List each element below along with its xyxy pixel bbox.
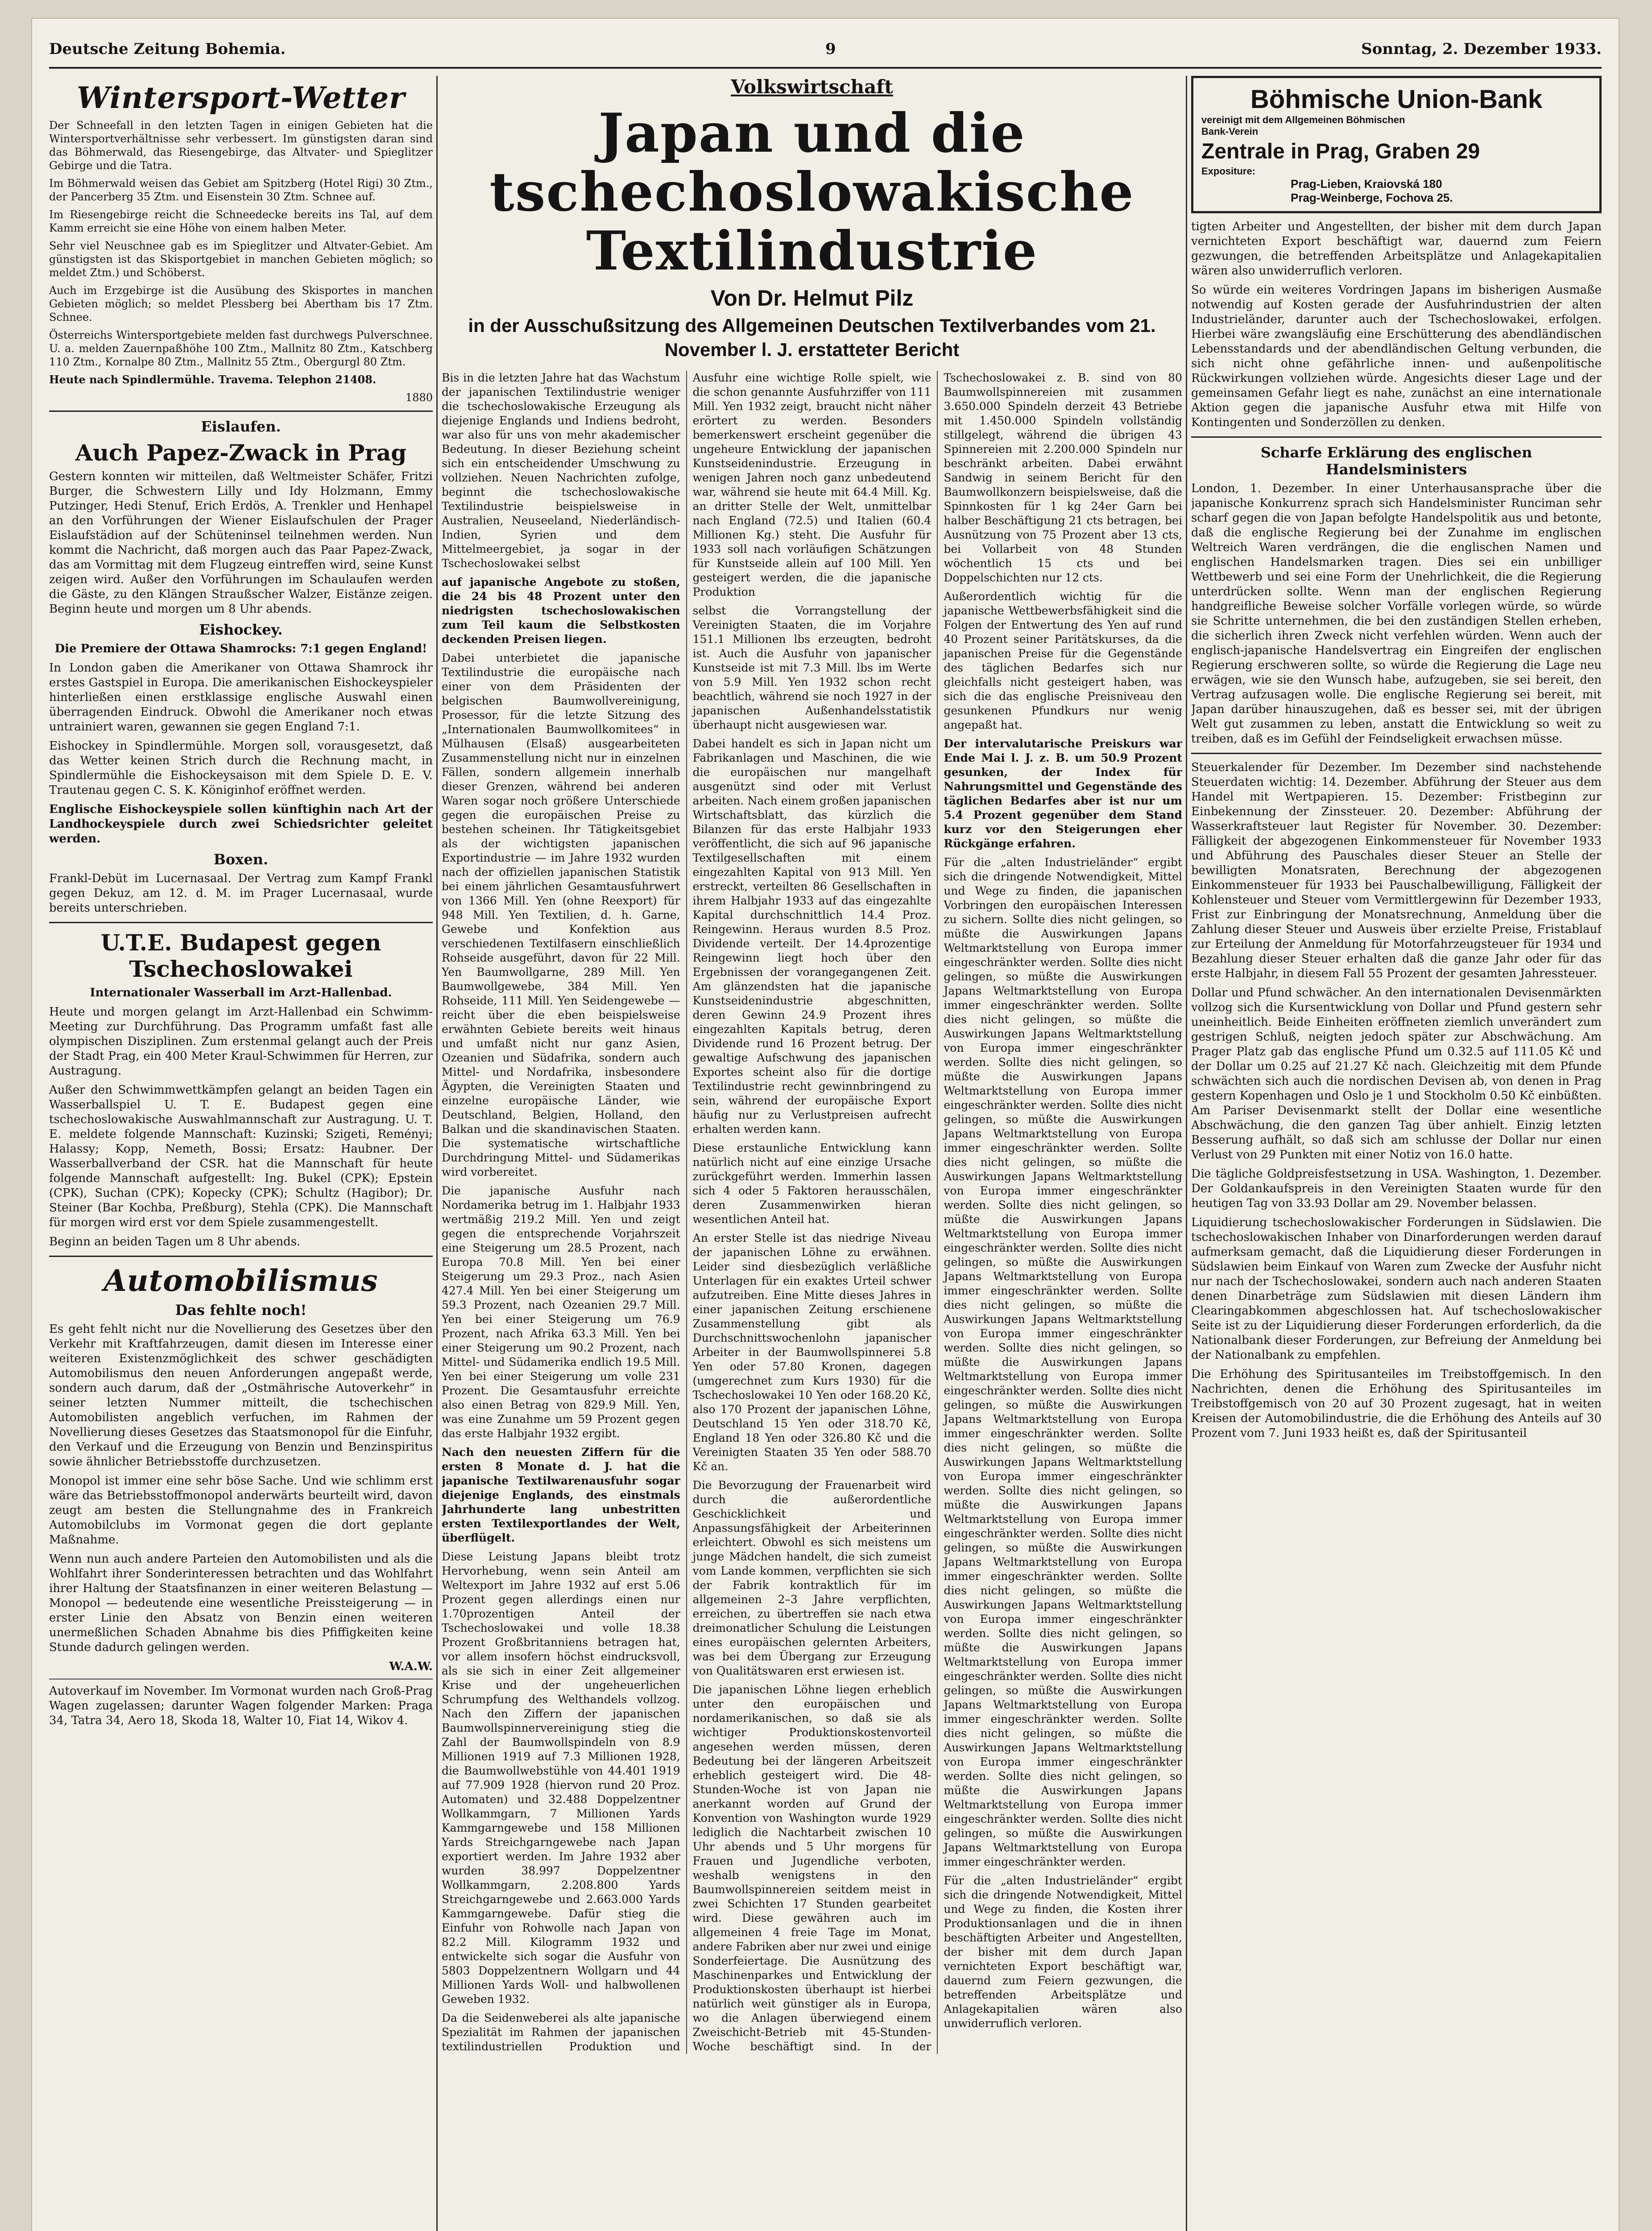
gold-news: Die tägliche Goldpreisfestsetzung in USA. Washington, 1. Dezember. Der Goldankaufspreis in den Vereinigten Staaten wurde für den heutigen Tag von 33.93 Dollar am 29. November belassen. — [1191, 1167, 1602, 1210]
divider — [1191, 436, 1602, 438]
article-para: Dabei handelt es sich in Japan nicht um Fabrikanlagen und Maschinen, die wie die europäischen nur mangelhaft ausgenützt sind oder mit Verlust arbeiten. Nach einem großen japanischen Wirtschaftsblatt, das kürzlich die Bilanzen für das erste Halbjahr 1933 veröffentlicht, die sich auf 96 japanische Textilgesellschaften mit einem eingezahlten Kapital von 913 Mill. Yen erstreckt, verteilten 86 Gesellschaften in ihrem Halbjahr 1933 auf das eingezahlte Kapital durchschnittlich 14.4 Proz. Reingewinn. Heraus wurden 8.5 Proz. Dividende verteilt. Der 14.4prozentige Reingewinn liegt hoch über den Ergebnissen der vorangegangenen Zeit. Am glänzendsten hat die japanische Kunstseidenindustrie abgeschnitten, deren Gewinn 24.9 Prozent ihres eingezahlten Kapitals betrug, deren Dividende rund 16 Prozent betrug. Der gewaltige Aufschwung des japanischen Exportes scheint also für die dortige Textilindustrie recht gewinnbringend zu sein, während der europäische Export häufig nur zu Verlustpreisen aufrecht erhalten werden kann. — [692, 737, 932, 1136]
boxing-label: Boxen. — [213, 851, 269, 868]
england-para: London, 1. Dezember. In einer Unterhausansprache über die japanische Konkurrenz sprach sich Handelsminister Runciman sehr scharf gegen die von Japan befolgte Handelspolitik aus und betonte, daß die englische Regierung bei der Zunahme im englischen Weltreich Waren verdrängen, die die englischen Namen und englischen Handelsmarken tragen. Dies sei ein unbilliger Wettbewerb und sei eine Form der Unehrlichkeit, die die Regierung unterdrücken sollte. Wenn man der englischen Regierung handgreifliche Beweise solcher Vorfälle vorlegen würde, so würde sie Schritte unternehmen, die bei den zuständigen Stellen erheben, die sicherlich ihren Zweck nicht verfehlen würden. Wenn auch der englisch-japanische Handelsvertrag ein Eingreifen der englischen Regierung erschweren sollte, so würde die Regierung die Lage neu erwägen, wie sie den Wunsch habe, aufzugeben, sie sei bereit, den Vertrag aufzusagen wolle. Die englische Regierung sei bereit, mit Japan darüber hinauszugehen, daß es besser sei, mit der übrigen Welt gut zusammen zu leben, anstatt die Entwicklung so weit zu treiben, daß es im Gefühl der Feindseligkeit erwachsen müsse. — [1191, 482, 1602, 746]
weather-para: Auch im Erzgebirge ist die Ausübung des Skisportes in manchen Gebieten möglich; so meldet Plessberg bei Abertham bis 17 Ztm. Schnee. — [49, 284, 433, 323]
bank-branch-address: Prag-Weinberge, Fochova 25. — [1291, 191, 1453, 204]
article-para: Diese Leistung Japans bleibt trotz Hervorhebung, wenn sein Anteil am Weltexport im Jahre 1932 auf erst 5.06 Prozent gegen allerdings einen nur 1.70prozentigen Anteil der Tschechoslowakei und volle 18.38 Prozent Großbritanniens betragen hat, vor allem insofern höchst eindrucksvoll, als sie sich in einer Zeit allgemeiner Krise und der ungeheuerlichen Schrumpfung des Welthandels vollzog. Nach den Ziffern der japanischen Baumwollspinnervereinigung stieg die Zahl der Baumwollspindeln von 8.9 Millionen 1919 auf 7.3 Millionen 1928, die Baumwollwebstühle von 44.401 1919 auf 77.909 1928 (hiervon rund 20 Proz. Automaten) und 32.488 Doppelzentner Wollkammgarn, 7 Millionen Yards Kammgarngewebe und 158 Millionen Yards Streichgarngewebe nach Japan exportiert werden. Im Jahre 1932 aber wurden 38.997 Doppelzentner Wollkammgarn, 2.208.800 Yards Streichgarngewebe und 2.663.000 Yards Kammgarngewebe. Dafür stieg die Einfuhr von Rohwolle nach Japan von 82.2 Mill. Kilogramm 1932 und entwickelte sich sogar die Ausfuhr von 5803 Doppelzentnern Wollgarn und 44 Millionen Yards Woll- und halbwollenen Geweben 1932. — [442, 1550, 680, 2006]
auto-para: Autoverkauf im November. Im Vormonat wurden nach Groß-Prag Wagen zugelassen; darunter Wagen folgender Marken: Praga 34, Tatra 34, Aero 18, Skoda 18, Walter 10, Fiat 14, Wikov 4. — [49, 1684, 433, 1727]
hockey-label: Eishockey. — [199, 621, 283, 638]
papez-para: Gestern konnten wir mitteilen, daß Weltmeister Schäfer, Fritzi Burger, die Schwestern Lilly und Idy Holzmann, Emmy Putzinger, Hedi Stenuf, Erich Erdös, A. Trenkler und Henhapel an den Vorführungen der Wiener Eislaufschulen der Prager Eislaufstädion auf der Schüteninsel teilnehmen werden. Nun kommt die Nachricht, daß morgen auch das Paar Papez-Zwack, das am Vormittag mit dem Flugzeug eintreffen wird, seine Kunst zeigen wird. Außer den Vorführungen im Schaulaufen werden die Gäste, zu den Klängen Straußscher Walzer, Eistänze zeigen. Beginn heute und morgen um 8 Uhr abends. — [49, 470, 433, 616]
bank-branch-address: Prag-Lieben, Kraiovská 180 — [1291, 177, 1442, 191]
auto-subtitle: Das fehlte noch! — [175, 1302, 307, 1319]
newspaper-page — [31, 18, 1619, 2231]
article-para: auf japanische Angebote zu stoßen, die 24 bis 48 Prozent unter den niedrigsten tschechoslowakischen zum Teil kaum die Selbstkosten deckenden Preisen liegen. — [442, 576, 680, 646]
hockey-title: Die Premiere der Ottawa Shamrocks: 7:1 gegen England! — [54, 642, 427, 655]
bank-branch-label: Expositure: — [1201, 166, 1256, 177]
bank-tagline: vereinigt mit dem Allgemeinen Böhmischen — [1201, 114, 1405, 125]
auto-para: Es geht fehlt nicht nur die Novellierung des Gesetzes über den Verkehr mit Kraftfahrzeugen, damit diesen im Interesse einer weiteren Existenzmöglichkeit des schwer geschädigten Automobilismus den neuen Anforderungen angepaßt werde, sondern auch darum, daß der „Ostmährische Autoverkehr“ in seiner letzten Nummer mitteilt, die tschechischen Automobilisten angeblich verfuchen, im Rahmen der Novellierung dieses Gesetzes das Staatsmonopol für die Einfuhr, den Verkauf und die Erzeugung von Benzin und Benzinspiritus sowie ähnlicher Betriebsstoffe durchzusetzen. — [49, 1323, 433, 1468]
right-column — [1191, 76, 1602, 2231]
article-para: Die japanische Ausfuhr nach Nordamerika betrug im 1. Halbjahr 1933 wertmäßig 219.2 Mill. Yen und zeigt gegen die entsprechende Vorjahrszeit eine Steigerung um 28.5 Prozent, nach Europa 70.8 Mill. Yen bei einer Steigerung um 29.3 Proz., nach Asien 427.4 Mill. Yen bei einer Steigerung um 59.3 Prozent, nach Ozeanien 29.7 Mill. Yen bei einer Steigerung um 76.9 Prozent, nach Afrika 63.3 Mill. Yen bei einer Steigerung um 90.2 Prozent, nach Mittel- und Südamerika endlich 19.5 Mill. Yen bei einer Steigerung um volle 231 Prozent. Die Gesamtausfuhr erreichte also einen Betrag von 829.9 Mill. Yen, was eine Zunahme um 59 Prozent gegen das erste Halbjahr 1932 ergibt. — [442, 1184, 680, 1440]
headline: Japan und die tschechoslowakische Textilindustrie — [489, 102, 1134, 282]
liquidation-news: Liquidierung tschechoslowakischer Forderungen in Südslawien. Die tschechoslowakischen Inhaber von Dinarforderungen werden darauf aufmerksam gemacht, daß die Liquidierung dieser Forderungen in Südslawien beim Einkauf von Waren zum Zwecke der Ausfuhr nicht nur nach der Tschechoslowakei, sondern auch nach anderen Staaten denen Dinarbeträge zum Südslawien mit diesen Ländern ihm Clearingabkommen abgeschlossen hat. Auf tschechoslowakischer Seite ist zu der Liquidierung dieser Forderungen erforderlich, da die Nationalbank dieser Forderungen, zur Befreiung der Anmeldung bei der Nationalbank zu empfehlen. — [1191, 1216, 1602, 1362]
article-para: Die Bevorzugung der Frauenarbeit wird durch die außerordentliche Geschicklichkeit und Anpassungsfähigkeit der Arbeiterinnen erleichtert. Obwohl es sich meistens um junge Mädchen handelt, die sich zumeist vom Lande kommen, verpflichten sie sich der Fabrik kontraktlich für im allgemeinen 2–3 Jahre verpflichten, erreichen, zu übertreffen sie nach etwa dreimonatlicher Schulung die Leistungen eines europäischen gelernten Arbeiters, was bei dem Übergang zur Erzeugung von Qualitätswaren erst erwiesen ist. — [692, 1479, 932, 1677]
auto-title: Automobilismus — [104, 1263, 378, 1298]
article-para: Die japanischen Löhne liegen erheblich unter den europäischen und nordamerikanischen, so daß sie als wichtiger Produktionskostenvorteil angesehen werden müssen, deren Bedeutung bei der längeren Arbeitszeit erheblich gesteigert wird. Die 48-Stunden-Woche ist von Japan nie anerkannt worden auf Grund der Konvention von Washington wurde 1929 lediglich die Nachtarbeit zwischen 10 Uhr abends und 5 Uhr morgens für Frauen und Jugendliche verboten, weshalb wenigstens in den Baumwollspinnereien seitdem meist in zwei Schichten 17 Stunden gearbeitet wird. Diese gewähren auch im allgemeinen 4 freie Tage im Monat, andere Fabriken aber nur zwei und einige Sonderfeiertage. Die Ausnützung des Maschinenparkes und Entwicklung der Produktionskosten überhaupt ist hierbei natürlich weit günstiger als in Europa, wo die Anlagen überwiegend einem Zweischicht-Betrieb mit 45-Stunden-Woche beschäftigt sind. In der Tschechoslowakei z. B. sind von 80 Baumwollspinnereien mit zusammen 3.650.000 Spindeln derzeit 43 Betriebe mit 1.450.000 Spindeln vollständig stillgelegt, während die übrigen 43 Spinnereien mit 2.200.000 Spindeln nur beschränkt arbeiten. Dabei erwähnt Sandwig in seinem Bericht für den Baumwollkonzern beispielsweise, daß die Spinnkosten für 1 kg 24er Garn bei halber Beschäftigung 21 cts betragen, bei Ausnützung von 75 Prozent aber 13 cts, bei Vollarbeit von 48 Stunden wöchentlich 15 cts und bei Doppelschichten nur 12 cts. — [692, 371, 1182, 2053]
utc-subtitle: Internationaler Wasserball im Arzt-Hallenbad. — [90, 986, 392, 999]
divider — [49, 411, 433, 412]
page-number: 9 — [825, 40, 836, 58]
column-rule — [1186, 76, 1187, 2231]
weather-title: Wintersport-Wetter — [76, 80, 406, 115]
currency-news: Dollar und Pfund schwächer. An den internationalen Devisenmärkten vollzog sich die Kursentwicklung von Dollar und Pfund gestern sehr uneinheitlich. Beide Einheiten eröffneten ziemlich unverändert zum gestrigen Schluß, neigten jedoch später zur Abschwächung. Am Prager Platz gab das englische Pfund um 0.32.5 auf 111.05 Kč und der Dollar um 0.25 auf 21.27 Kč nach. Gleichzeitig mit dem Pfunde schwächten sich auch die nordischen Devisen ab, von denen in Prag gestern Kopenhagen und Oslo je 1 und Stockholm 0.50 Kč einbüßten. Am Pariser Devisenmarkt stellt der Dollar eine wesentliche Abschwächung, die den ganzen Tag über anhielt. Einzig letzten Besserung aufhält, so daß sich am schlusse der Dollar nur einen Verlust von 29 Punkten mit einer Notiz von 16.0 hatte. — [1191, 986, 1602, 1161]
utc-para: Außer den Schwimmwettkämpfen gelangt an beiden Tagen ein Wasserballspiel U. T. E. Budapest gegen eine tschechoslowakische Auswahlmannschaft zur Austragung. U. T. E. meldete folgende Mannschaft: Kuzinski; Szigeti, Reményi; Halassy; Kopp, Nemeth, Bossi; Ersatz: Haubner. Der Wasserballverband der CSR. hat die Mannschaft für heute folgende Mannschaft aufgestellt: Ing. Bukel (CPK); Epstein (CPK), Suchan (CPK); Kopecky (CPK); Schultz (Hagibor); Dr. Steiner (Bar Kochba, Preßburg), Stehla (CPK). Die Mannschaft für morgen wird erst vor dem Spiele zusammengestellt. — [49, 1083, 433, 1229]
weather-para: Sehr viel Neuschnee gab es im Spieglitzer und Altvater-Gebiet. Am günstigsten ist das Skisportgebiet in manchen Gebieten möglich; so meldet Ztm.) und Schöberst. — [49, 240, 433, 279]
hockey-para: Englische Eishockeyspiele sollen künftighin nach Art der Landhockeyspiele durch zwei Schiedsrichter geleitet werden. — [49, 803, 433, 846]
article-para: Diese erstaunliche Entwicklung kann natürlich nicht auf eine einzige Ursache zurückgeführt werden. Immerhin lassen sich 4 oder 5 Faktoren herausschälen, deren Zusammenwirken hieran wesentlichen Anteil hat. — [692, 1141, 932, 1226]
spirit-news: Die Erhöhung des Spiritusanteiles im Treibstoffgemisch. In den Nachrichten, denen die Erhöhung des Spiritusanteiles im Treibstoffgemisch von 20 auf 30 Prozent zugesagt, hat in weiten Kreisen der Automobilindustrie, die die Erhöhung des Anteils auf 30 Prozent vom 7. Juni 1933 heißt es, daß der Spiritusanteil — [1191, 1368, 1602, 1440]
hockey-para: Eishockey in Spindlermühle. Morgen soll, vorausgesetzt, daß das Wetter keinen Strich durch die Rechnung macht, in Spindlermühle die Eishockeysaison mit dem Spiele D. E. V. Trautenau gegen C. S. K. Königinhof eröffnet werden. — [49, 739, 433, 797]
auto-signature: W.A.W. — [389, 1660, 433, 1673]
section-kicker: Volkswirtschaft — [731, 76, 893, 98]
bank-tagline: Bank-Verein — [1201, 126, 1259, 137]
weather-para: Österreichs Wintersportgebiete melden fast durchwegs Pulverschnee. U. a. melden Zauernpaßhöhe 100 Ztm., Mallnitz 80 Ztm., Katschberg 110 Ztm., Kornalpe 80 Ztm., Mallnitz 55 Ztm., Obergurgl 80 Ztm. — [49, 329, 433, 368]
paper-title: Deutsche Zeitung Bohemia. — [49, 40, 286, 58]
bank-name: Böhmische Union-Bank — [1250, 85, 1543, 114]
article-para: Nach den neuesten Ziffern für die ersten 8 Monate d. J. hat die japanische Textilwarenausfuhr sogar diejenige Englands, des einstmals Jahrhunderte lang unbestritten ersten Textilexportlandes der Welt, überflügelt. — [442, 1446, 680, 1544]
weather-para: Im Böhmerwald weisen das Gebiet am Spitzberg (Hotel Rigi) 30 Ztm., der Pancerberg 35 Ztm. und Eisenstein 30 Ztm. Schnee auf. — [49, 177, 433, 203]
issue-date: Sonntag, 2. Dezember 1933. — [1361, 40, 1602, 58]
england-title: Scharfe Erklärung des englischen Handelsministers — [1260, 444, 1532, 478]
divider — [49, 922, 433, 923]
article-para: Bis in die letzten Jahre hat das Wachstum der japanischen Textilindustrie weniger die tschechoslowakische Erzeugung als diejenige Englands und Indiens bedroht, war also für uns von mehr akademischer Bedeutung. In dieser Beziehung scheint sich ein entscheidender Umschwung zu vollziehen. Neuen Nachrichten zufolge, beginnt die tschechoslowakische Textilindustrie beispielsweise in Australien, Neuseeland, Niederländisch-Indien, Syrien und dem Mittelmeergebiet, ja sogar in der Tschechoslowakei selbst — [442, 371, 680, 570]
article-para: Da die Seidenweberei als alte japanische Spezialität im Rahmen der japanischen textilindustriellen Produktion und Ausfuhr eine wichtige Rolle spielt, wie die schon genannte Ausfuhrziffer von 111 Mill. Yen 1932 zeigt, braucht nicht näher erörtert zu werden. Besonders bemerkenswert erscheint gegenüber die ungeheure Entwicklung der japanischen Kunstseidenindustrie. Erzeugung in wenigen Jahren noch ganz unbedeutend war, während sie heute mit 64.4 Mill. Kg. an dritter Stelle der Welt, unmittelbar nach England (72.5) und Italien (60.4 Millionen Kg.) steht. Die Ausfuhr für 1933 soll nach vorläufigen Schätzungen für Kunstseide allein auf 100 Mill. Yen gesteigert werden, die die japanische Produktion — [442, 371, 932, 2053]
bank-headquarters: Zentrale in Prag, Graben 29 — [1201, 140, 1480, 163]
papez-title: Auch Papez-Zwack in Prag — [75, 440, 407, 466]
auto-para: Monopol ist immer eine sehr böse Sache. Und wie schlimm erst wäre das Betriebsstoffmonopol anderwärts beurteilt wird, davon zeugt am besten die Stellungnahme des in Frankreich Automobilclubs im Vormonat gegen die dort geplante Maßnahme. — [49, 1474, 433, 1547]
tax-calendar: Steuerkalender für Dezember. Im Dezember sind nachstehende Steuerdaten wichtig: 14. Dezember. Abführung der Steuer aus dem Handel mit Wertpapieren. 15. Dezember: Fristbeginn zur Einbekennung der Zinssteuer. 20. Dezember: Abführung der Wasserkraftsteuer laut Register für November. 30. Dezember: Fälligkeit der abgezogenen Einkommensteuer für November 1933 und Abführung des Pauschales dieser Steuer an Stelle der bewilligten Monatsraten, Berechnung der abgezogenen Einkommensteuer für 1933 bei Pauschalbewilligung, Fälligkeit der Kohlensteuer und Steuer vom Vermittlergewinn für Dezember 1933, Frist zur Einbringung der Monatsrechnung, Anmeldung über die Zahlung dieser Steuer und Ausweis über erzielte Preise, Fristablauf zur Erteilung der Anmeldung für Motorfahrzeugsteuer für 1934 und Bezahlung dieser Steuer erhalten daß die ganze Jahr oder für das erste Halbjahr, in diesem Fall 55 Prozent der gesamten Jahressteuer. — [1191, 761, 1602, 980]
column-rule — [436, 76, 438, 2231]
weather-ad-number: 1880 — [405, 391, 433, 404]
article-para: Für die „alten Industrieländer“ ergibt sich die dringende Notwendigkeit, Mittel und Wege zu finden, die Kosten ihrer Produktionsanlagen und die in ihnen beschäftigten Arbeiter und Angestellten, der bisher mit dem durch Japan vernichteten Export beschäftigt war, dauernd zum Feiern gezwungen, die betreffenden Arbeitsplätze und Anlagekapitalien wären also unwiderruflich verloren. — [944, 1874, 1182, 2030]
auto-para: Wenn nun auch andere Parteien den Automobilisten und als die Wohlfahrt ihrer Sonderinteressen betrachten und das Wohlfahrt ihrer Haltung der Staatsfinanzen in einer weiteren Belastung — Monopol — bedeutende eine wesentliche Preissteigerung — in erster Linie den Absatz von Benzin einen weiteren unermeßlichen Schaden Abnahme bis dies Pfiffigkeiten keine Stunde dadurch gelingen werden. — [49, 1552, 433, 1654]
utc-para: Beginn an beiden Tagen um 8 Uhr abends. — [49, 1235, 301, 1248]
utc-title: U.T.E. Budapest gegen Tschechoslowakei — [100, 929, 381, 982]
divider — [1191, 753, 1602, 754]
left-column — [49, 76, 433, 2231]
divider — [49, 1256, 433, 1257]
article-subline: in der Ausschußsitzung des Allgemeinen Deutschen Textilverbandes vom 21. November l. J. erstatteter Bericht — [468, 315, 1156, 360]
article-para: Für die „alten Industrieländer“ ergibt sich die dringende Notwendigkeit, Mittel und Wege zu finden, die japanischen Vorbringen den europäischen Interessen zu sichern. Sollte dies nicht gelingen, so müßte die Auswirkungen Japans Weltmarktstellung von Europa immer eingeschränkter werden. Sollte dies nicht gelingen, so müßte die Auswirkungen Japans Weltmarktstellung von Europa immer eingeschränkter werden. Sollte dies nicht gelingen, so müßte die Auswirkungen Japans Weltmarktstellung von Europa immer eingeschränkter werden. Sollte dies nicht gelingen, so müßte die Auswirkungen Japans Weltmarktstellung von Europa immer eingeschränkter werden. Sollte dies nicht gelingen, so müßte die Auswirkungen Japans Weltmarktstellung von Europa immer eingeschränkter werden. Sollte dies nicht gelingen, so müßte die Auswirkungen Japans Weltmarktstellung von Europa immer eingeschränkter werden. Sollte dies nicht gelingen, so müßte die Auswirkungen Japans Weltmarktstellung von Europa immer eingeschränkter werden. Sollte dies nicht gelingen, so müßte die Auswirkungen Japans Weltmarktstellung von Europa immer eingeschränkter werden. Sollte dies nicht gelingen, so müßte die Auswirkungen Japans Weltmarktstellung von Europa immer eingeschränkter werden. Sollte dies nicht gelingen, so müßte die Auswirkungen Japans Weltmarktstellung von Europa immer eingeschränkter werden. Sollte dies nicht gelingen, so müßte die Auswirkungen Japans Weltmarktstellung von Europa immer eingeschränkter werden. Sollte dies nicht gelingen, so müßte die Auswirkungen Japans Weltmarktstellung von Europa immer eingeschränkter werden. Sollte dies nicht gelingen, so müßte die Auswirkungen Japans Weltmarktstellung von Europa immer eingeschränkter werden. Sollte dies nicht gelingen, so müßte die Auswirkungen Japans Weltmarktstellung von Europa immer eingeschränkter werden. Sollte dies nicht gelingen, so müßte die Auswirkungen Japans Weltmarktstellung von Europa immer eingeschränkter werden. Sollte dies nicht gelingen, so müßte die Auswirkungen Japans Weltmarktstellung von Europa immer eingeschränkter werden. Sollte dies nicht gelingen, so müßte die Auswirkungen Japans Weltmarktstellung von Europa immer eingeschränkter werden. Sollte dies nicht gelingen, so müßte die Auswirkungen Japans Weltmarktstellung von Europa immer eingeschränkter werden. Sollte dies nicht gelingen, so müßte die Auswirkungen Japans Weltmarktstellung von Europa immer eingeschränkter werden. Sollte dies nicht gelingen, so müßte die Auswirkungen Japans Weltmarktstellung von Europa immer eingeschränkter werden. — [944, 856, 1182, 1868]
utc-para: Heute und morgen gelangt im Arzt-Hallenbad ein Schwimm-Meeting zur Durchführung. Das Programm umfaßt fast alle olympischen Disziplinen. Zum erstenmal gelangt auch der Preis der Stadt Prag, ein 400 Meter Kraul-Schwimmen für Herren, zur Austragung. — [49, 1005, 433, 1078]
article-para: An erster Stelle ist das niedrige Niveau der japanischen Löhne zu erwähnen. Leider sind diesbezüglich verläßliche Unterlagen für ein exaktes Urteil schwer aufzutreiben. Eine Mitte dieses Jahres in einer japanischen Zeitung erschienene Zusammenstellung gibt als Durchschnittswochenlohn japanischer Arbeiter in der Baumwollspinnerei 5.8 Yen oder 57.80 Kronen, dagegen (umgerechnet zum Kurs 1930) für die Tschechoslowakei 10 Yen oder 168.20 Kč, also 170 Prozent der japanischen Löhne, Deutschland 15 Yen oder 318.70 Kč, England 18 Yen oder 326.80 Kč und die Vereinigten Staaten 35 Yen oder 588.70 Kč an. — [692, 1232, 932, 1473]
article-para: Außerordentlich wichtig für die japanische Wettbewerbsfähigkeit sind die Folgen der Entwertung des Yen auf rund 40 Prozent seiner Paritätskurses, da die japanischen Preise für die Gegenstände des täglichen Bedarfes sich nur gleichfalls nicht gesteigert haben, was sich die das englische Preisniveau den gesunkenen Pfundkurs nur wenig angepaßt hat. — [944, 590, 1182, 731]
article-continuation: So würde ein weiteres Vordringen Japans im bisherigen Ausmaße notwendig auf Kosten gerade der Ausfuhrindustrien der alten Industrieländer, darunter auch der Tschechoslowakei, erfolgen. Hierbei wäre zwangsläufig eine Erschütterung des abendländischen Lebensstandards und der abendländischen Geltung verbunden, die sich nicht ohne gefährliche innen- und außenpolitische Rückwirkungen vollziehen würde. Angesichts dieser Lage und der gemeinsamen Gefahr liegt es nahe, zunächst an eine internationale Aktion gegen die japanische Ausfuhr etwa mit Hilfe von Kontingenten und Sonderzöllen zu denken. — [1191, 283, 1602, 429]
weather-ad: Heute nach Spindlermühle. Travema. Telephon 21408. — [49, 373, 377, 386]
article-body — [442, 371, 1182, 2054]
weather-para: Der Schneefall in den letzten Tagen in einigen Gebieten hat die Wintersportverhältnisse sehr verbessert. Im günstigsten daran sind das Böhmerwald, das Riesengebirge, das Altvater- und Spieglitzer Gebirge und die Tatra. — [49, 119, 433, 172]
bank-advertisement — [1191, 76, 1602, 213]
boxing-para: Frankl-Debüt im Lucernasaal. Der Vertrag zum Kampf Frankl gegen Dekuz, am 12. d. M. im Prager Lucernasaal, wurde bereits unterschrieben. — [49, 872, 433, 915]
page-header — [49, 27, 1602, 69]
byline: Von Dr. Helmut Pilz — [710, 286, 914, 311]
article-para: Der intervalutarische Preiskurs war Ende Mai l. J. z. B. um 50.9 Prozent gesunken, der Index für Nahrungsmittel und Gegenstände des täglichen Bedarfes aber ist nur um 5.4 Prozent gegenüber dem Stand kurz vor den Steigerungen eher Rückgänge erfahren. — [944, 737, 1182, 850]
weather-para: Im Riesengebirge reicht die Schneedecke bereits ins Tal, auf dem Kamm erreicht sie eine Höhe von einem halben Meter. — [49, 208, 433, 234]
article-continuation: tigten Arbeiter und Angestellten, der bisher mit dem durch Japan vernichteten Export beschäftigt war, dauernd zum Feiern gezwungen, die betreffenden Arbeitsplätze und Anlagekapitalien wären also unwiderruflich verloren. — [1191, 220, 1602, 278]
skating-label: Eislaufen. — [201, 418, 281, 435]
hockey-para: In London gaben die Amerikaner von Ottawa Shamrock ihr erstes Gastspiel in Europa. Die amerikanischen Eishockeyspieler hinterließen einen erstklassige englische Auswahl einen überragenden Eindruck. Obwohl die Amerikaner noch etwas untrainiert waren, gewannen sie gegen England 7:1. — [49, 661, 433, 734]
article-para: selbst die Vorrangstellung der Vereinigten Staaten, die im Vorjahre 151.1 Millionen lbs erzeugten, bedroht ist. Auch die Ausfuhr von japanischer Kunstseide ist mit 7.3 Mill. lbs im Werte von 5.9 Mill. Yen 1932 schon recht beachtlich, während sie noch 1927 in der japanischen Außenhandelsstatistik überhaupt nicht ausgewiesen war. — [692, 604, 932, 731]
main-article — [442, 76, 1182, 2231]
article-para: Dabei unterbietet die japanische Textilindustrie die europäische nach einer von dem Präsidenten der belgischen Baumwollvereinigung, Prosessor, für die letzte Sitzung des „Internationalen Baumwollkomitees“ in Mülhausen (Elsaß) ausgearbeiteten Zusammenstellung nicht nur in einzelnen Fällen, sondern allgemein innerhalb dieser Grenzen, während bei anderen Waren sogar noch größere Unterschiede gegen die europäischen Preise zu bestehen scheinen. Ihr Tätigkeitsgebiet als der wichtigsten japanischen Exportindustrie — im Jahre 1932 wurden nach der offiziellen japanischen Statistik bei einem jährlichen Gesamtausfuhrwert von 1366 Mill. Yen (ohne Reexport) für 948 Mill. Yen Textilien, d. h. Garne, Gewebe und Konfektion aus verschiedenen Textilfasern einschließlich Rohseide ausgeführt, davon für 22 Mill. Yen Baumwollgarne, 289 Mill. Yen Baumwollgewebe, 384 Mill. Yen Rohseide, 111 Mill. Yen Seidengewebe — reicht über die eben beispielsweise erwähnten Gebiete bereits weit hinaus und umfaßt nicht nur ganz Asien, Ozeanien und Südafrika, sondern auch Mittel- und Nordafrika, insbesondere Ägypten, die Vereinigten Staaten und einzelne europäische Länder, wie Deutschland, Belgien, Holland, den Balkan und die skandinavischen Staaten. Die systematische wirtschaftliche Durchdringung Mittel- und Südamerikas wird vorbereitet. — [442, 651, 680, 1178]
